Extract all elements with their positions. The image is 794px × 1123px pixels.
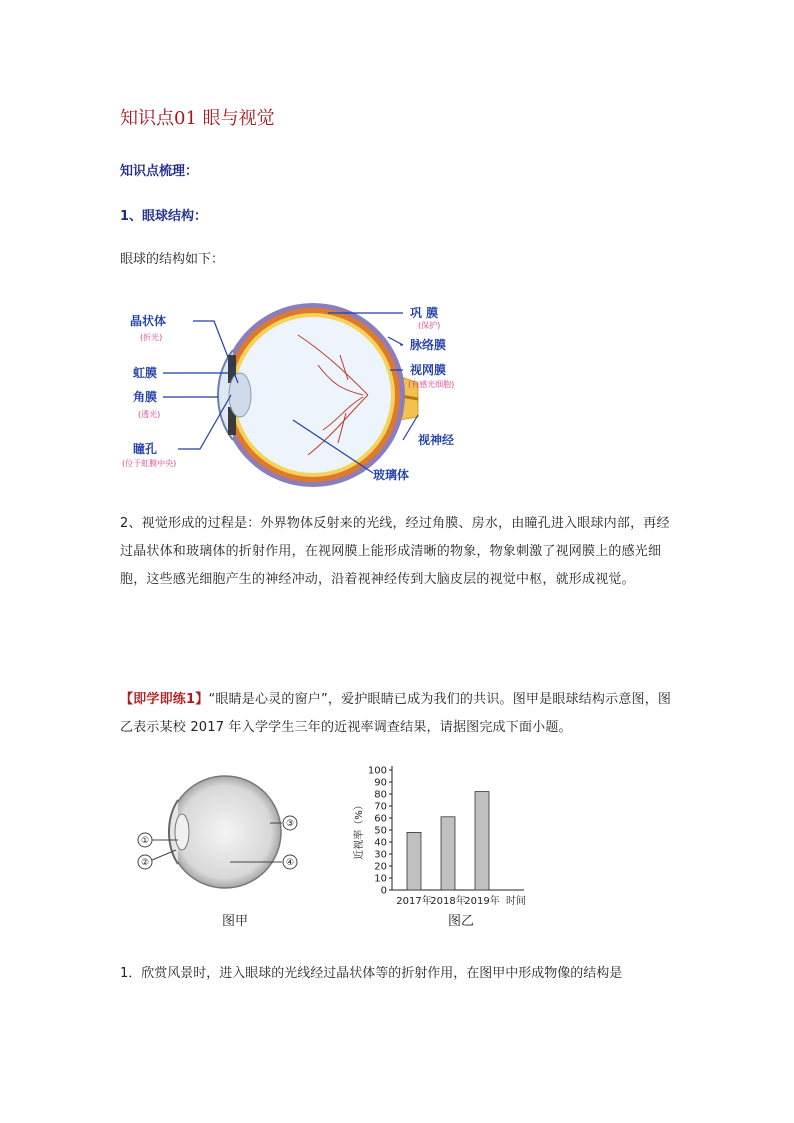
section-2-text: 2、视觉形成的过程是：外界物体反射来的光线，经过角膜、房水，由瞳孔进入眼球内部，再经过晶状体和玻璃体的折射作用，在视网膜上能形成清晰的物象，物象刺激了视网膜上的感光细胞，这些感光细胞产生的神经冲动，沿着视神经传到大脑皮层的视觉中枢，就形成视觉。 <box>120 516 670 587</box>
label-optic-nerve: 视神经 <box>418 433 455 447</box>
note-sclera: (保护) <box>418 321 441 330</box>
figure-a-caption: 图甲 <box>222 914 249 929</box>
note-retina: (有感光细胞) <box>408 380 455 389</box>
y-tick-label: 30 <box>374 849 387 861</box>
marker-2: ② <box>140 858 150 868</box>
subheading: 知识点梳理： <box>120 164 199 179</box>
y-tick-label: 100 <box>367 765 387 777</box>
x-tick-label: 2018年 <box>430 896 466 907</box>
y-tick-label: 50 <box>374 825 387 837</box>
figure-b-caption: 图乙 <box>448 914 475 929</box>
figure-b-bar-chart <box>340 760 540 915</box>
note-cornea: (透光) <box>138 410 161 419</box>
y-tick-label: 70 <box>374 801 387 813</box>
label-choroid: 脉络膜 <box>410 338 447 352</box>
y-tick-label: 40 <box>374 837 387 849</box>
x-axis-label: 时间 <box>506 896 526 907</box>
figure-a-eye-schematic <box>130 770 310 895</box>
label-vitreous: 玻璃体 <box>373 468 410 482</box>
y-tick-label: 20 <box>374 861 387 873</box>
section-1-title: 1、眼球结构： <box>120 209 208 224</box>
section-1-intro: 眼球的结构如下： <box>120 252 225 267</box>
marker-4: ④ <box>285 858 295 868</box>
note-pupil: (位于虹膜中央) <box>122 459 177 468</box>
bar <box>407 832 421 890</box>
eye-structure-diagram <box>118 295 478 490</box>
x-tick-label: 2017年 <box>396 896 432 907</box>
label-iris: 虹膜 <box>133 366 158 380</box>
y-tick-label: 60 <box>374 813 387 825</box>
label-cornea: 角膜 <box>133 390 158 404</box>
page-title: 知识点01 眼与视觉 <box>120 108 275 129</box>
y-axis-label: 近视率（%） <box>354 800 365 860</box>
note-lens: (折光) <box>140 333 163 342</box>
label-pupil: 瞳孔 <box>133 442 158 456</box>
y-tick-label: 10 <box>374 873 387 885</box>
x-tick-label: 2019年 <box>464 896 500 907</box>
question-1: 1．欣赏风景时，进入眼球的光线经过晶状体等的折射作用，在图甲中形成物像的结构是 <box>120 966 623 981</box>
practice-tag: 【即学即练1】 <box>120 692 209 707</box>
marker-1: ① <box>140 836 150 846</box>
label-retina: 视网膜 <box>410 363 447 377</box>
marker-3: ③ <box>285 819 295 829</box>
y-tick-label: 0 <box>380 885 387 897</box>
practice-body: “眼睛是心灵的窗户”，爱护眼睛已成为我们的共识。图甲是眼球结构示意图，图乙表示某校 2017 年入学学生三年的近视率调查结果，请据图完成下面小题。 <box>120 692 672 735</box>
y-tick-label: 90 <box>374 777 387 789</box>
label-sclera: 巩 膜 <box>410 306 439 320</box>
bar <box>441 817 455 890</box>
label-lens: 晶状体 <box>130 314 167 328</box>
practice-text <box>120 686 680 742</box>
y-tick-label: 80 <box>374 789 387 801</box>
bar <box>475 792 489 890</box>
